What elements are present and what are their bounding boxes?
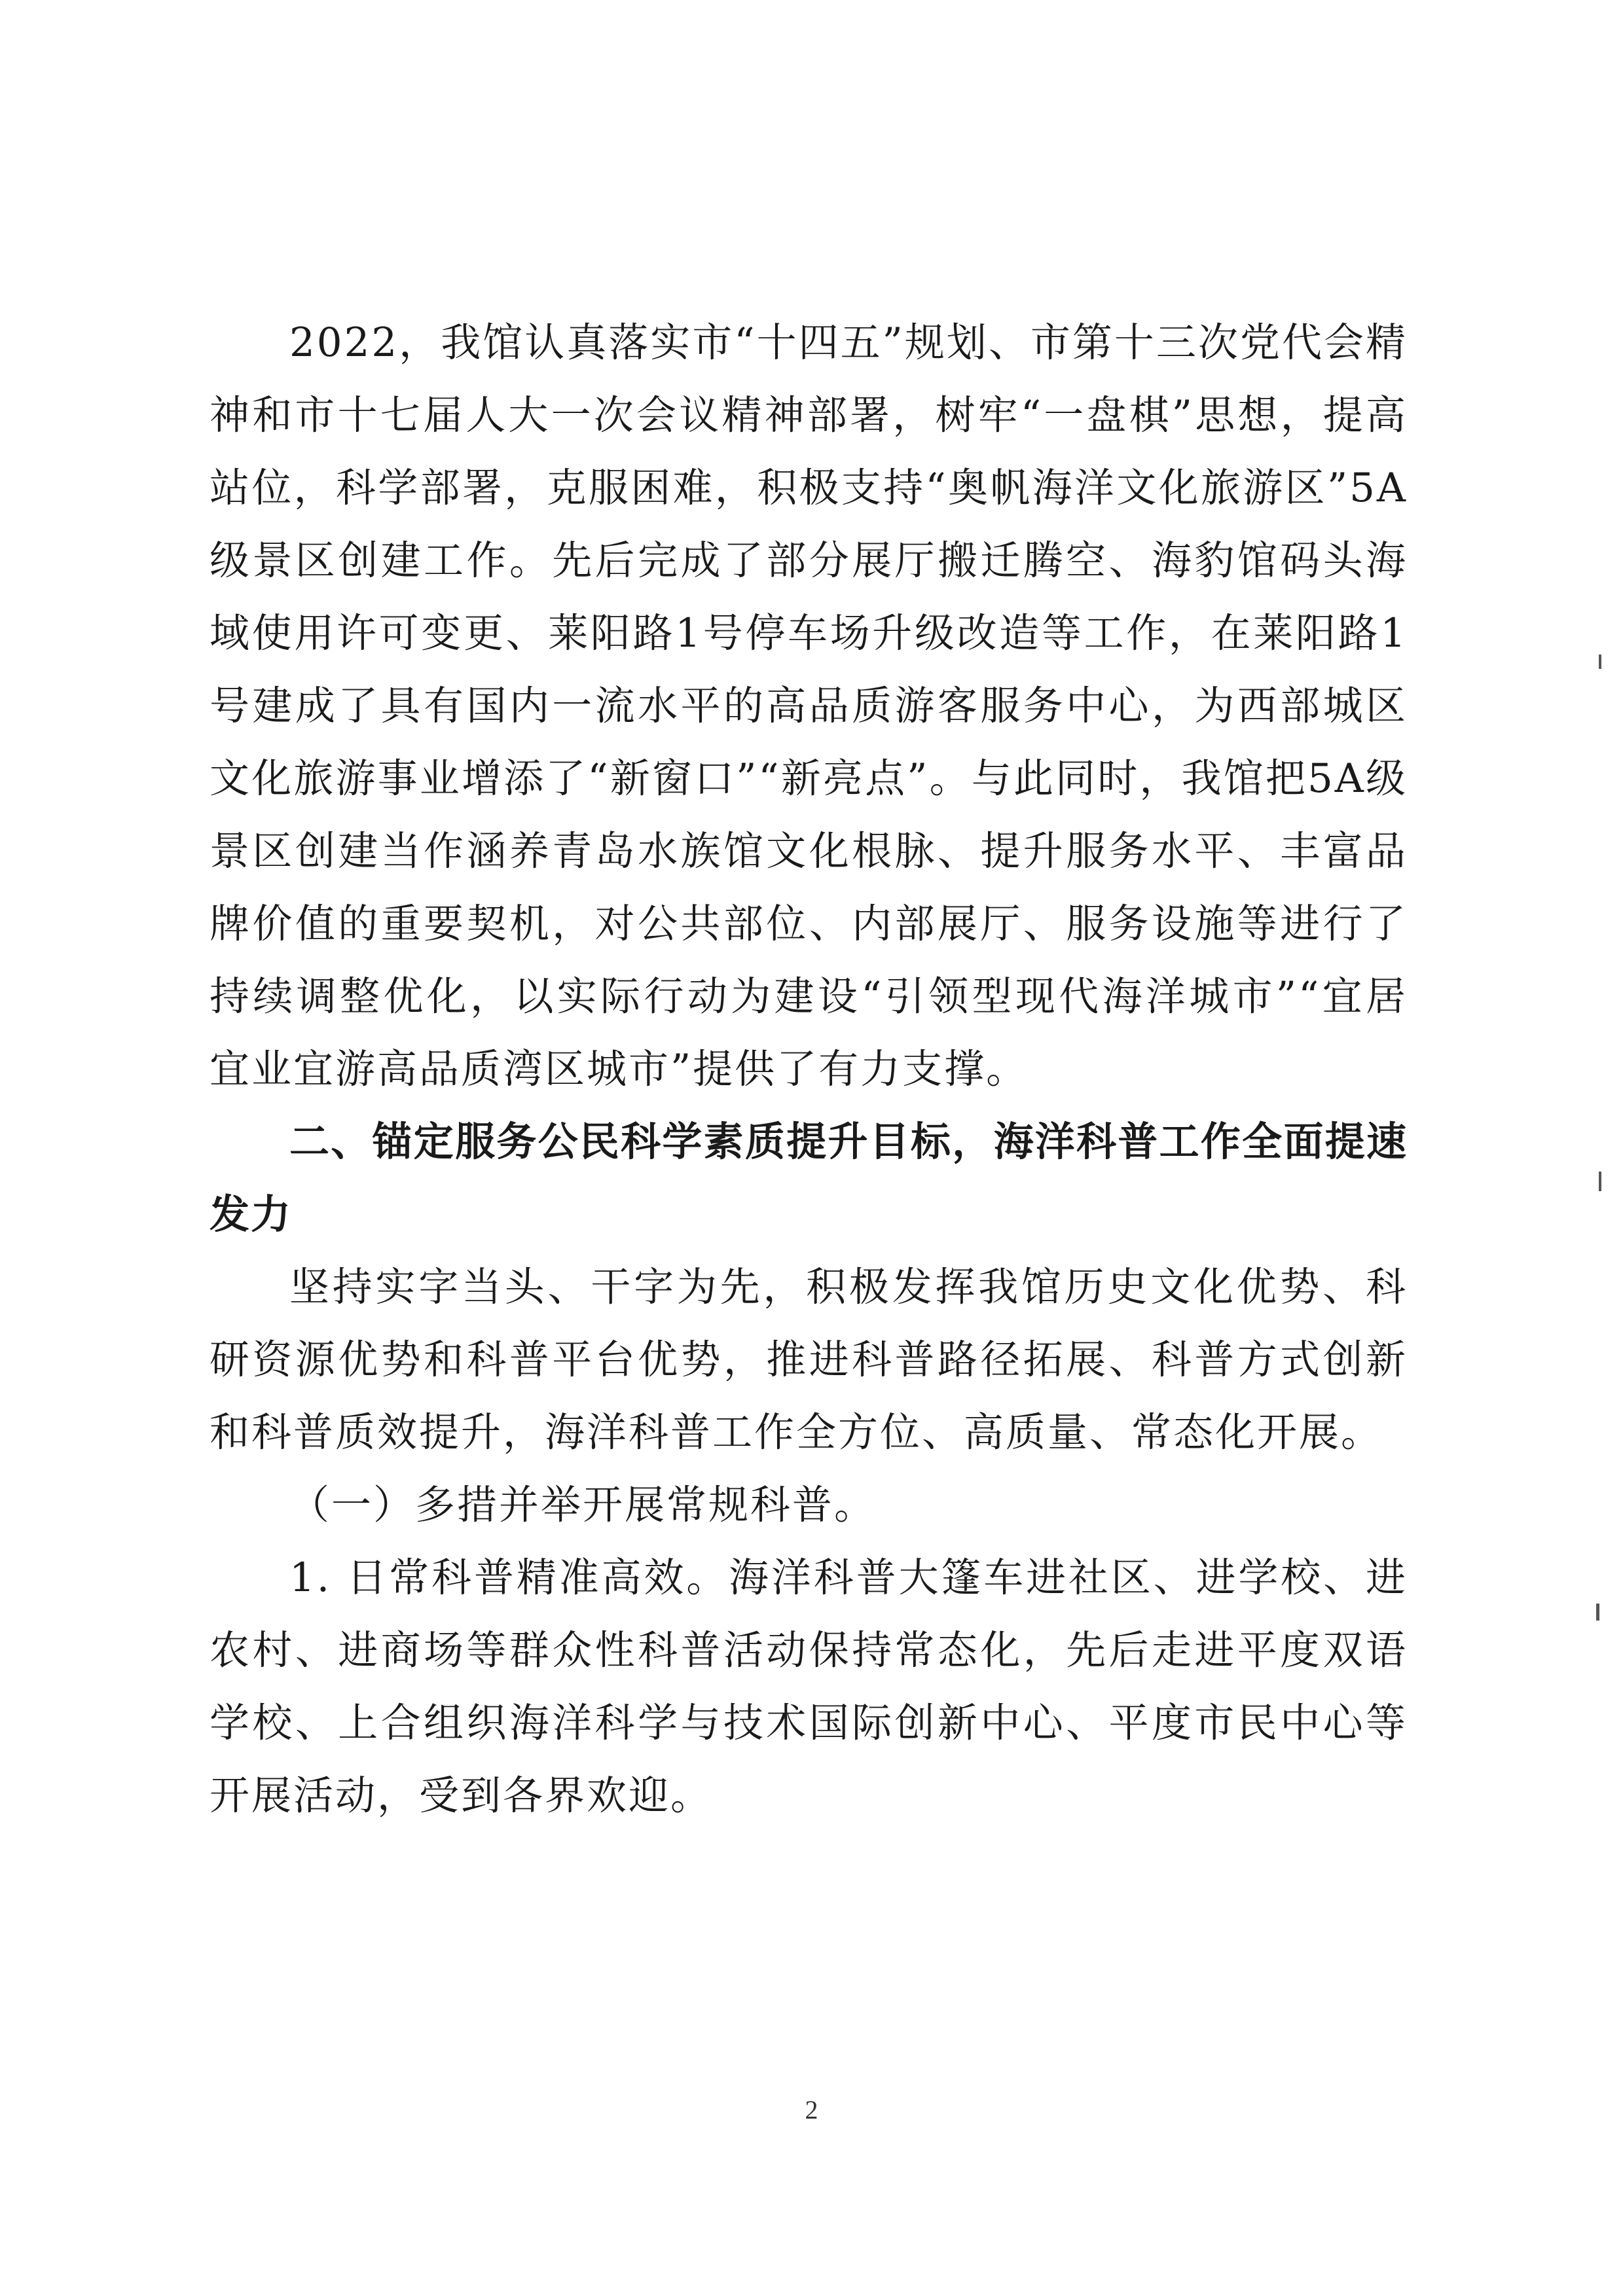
list-item-1: 1. 日常科普精准高效。海洋科普大篷车进社区、进学校、进农村、进商场等群众性科普活动保持常态化，先后走进平度双语学校、上合组织海洋科学与技术国际创新中心、平度市民中心等开展活动，受到各界欢迎。 <box>210 1554 1408 1819</box>
scan-edge-mark <box>1599 1172 1601 1191</box>
scan-edge-mark <box>1596 1604 1599 1621</box>
paragraph-5a-scenic-area: 2022，我馆认真落实市“十四五”规划、市第十三次党代会精神和市十七届人大一次会议精神部署，树牢“一盘棋”思想，提高站位，科学部署，克服困难，积极支持“奥帆海洋文化旅游区”5A级景区创建工作。先后完成了部分展厅搬迁腾空、海豹馆码头海域使用许可变更、莱阳路1号停车场升级改造等工作，在莱阳路1号建成了具有国内一流水平的高品质游客服务中心，为西部城区文化旅游事业增添了“新窗口”“新亮点”。与此同时，我馆把5A级景区创建当作涵养青岛水族馆文化根脉、提升服务水平、丰富品牌价值的重要契机，对公共部位、内部展厅、服务设施等进行了持续调整优化，以实际行动为建设“引领型现代海洋城市”“宜居宜业宜游高品质湾区城市”提供了有力支撑。 <box>210 319 1408 1092</box>
document-body <box>210 306 1408 1832</box>
paragraph-section-intro: 坚持实字当头、干字为先，积极发挥我馆历史文化优势、科研资源优势和科普平台优势，推进科普路径拓展、科普方式创新和科普质效提升，海洋科普工作全方位、高质量、常态化开展。 <box>210 1264 1408 1456</box>
page-number: 2 <box>805 2095 818 2125</box>
scan-edge-mark <box>1599 655 1601 669</box>
section-heading-2: 二、锚定服务公民科学素质提升目标，海洋科普工作全面提速发力 <box>210 1119 1408 1238</box>
subsection-heading-1: （一）多措并举开展常规科普。 <box>289 1482 877 1528</box>
